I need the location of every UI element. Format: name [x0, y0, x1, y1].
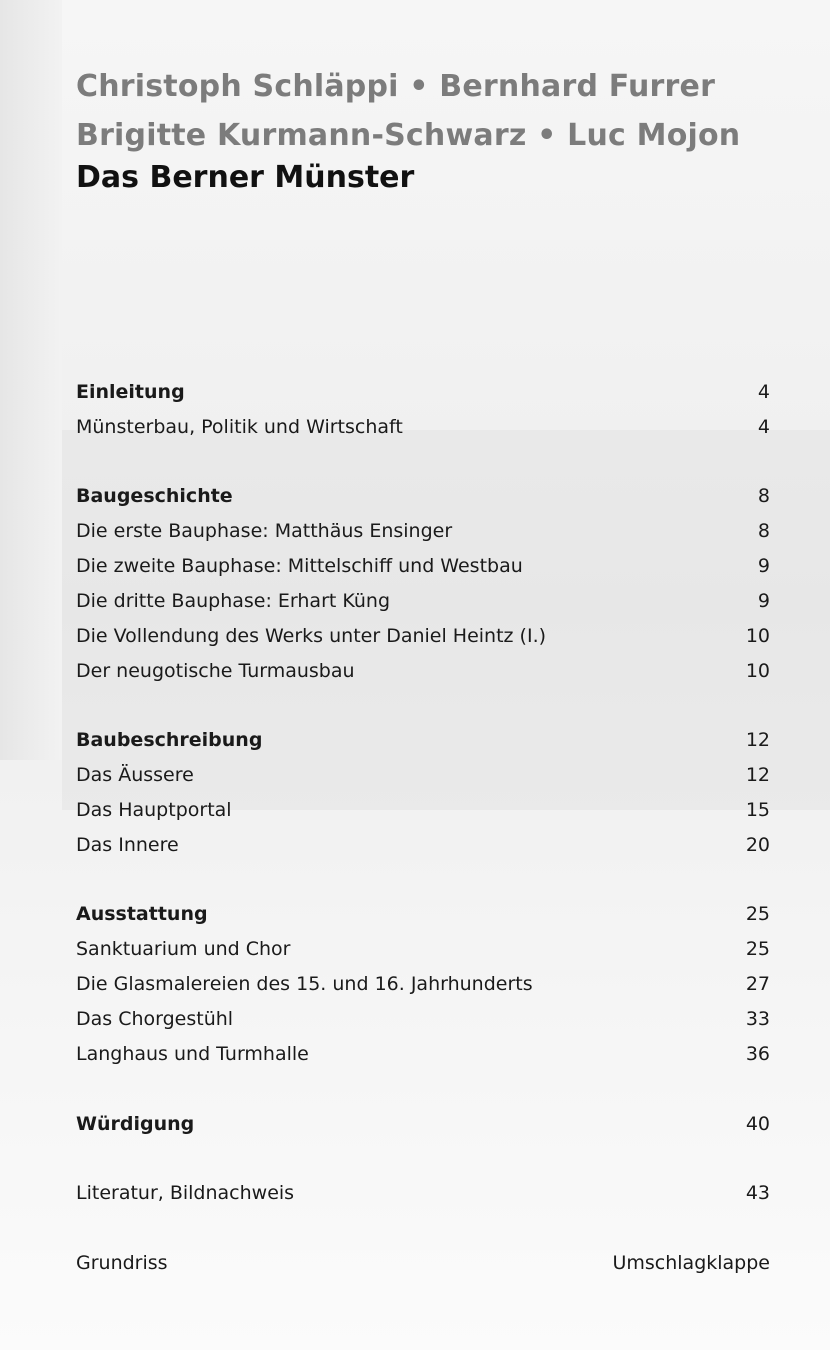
toc-label: Literatur, Bildnachweis [76, 1182, 295, 1204]
toc-page-number: 9 [757, 590, 770, 612]
toc-page-number: 43 [745, 1182, 770, 1204]
toc-entry-literatur[interactable] [76, 1182, 770, 1216]
toc-label: Das Chorgestühl [76, 1008, 234, 1030]
toc-entry-bauphase-1[interactable] [76, 520, 770, 554]
toc-page-number: 10 [745, 660, 770, 682]
toc-page-number: 15 [745, 799, 770, 821]
toc-page-number: 25 [745, 903, 770, 925]
toc-section-baugeschichte[interactable] [76, 485, 770, 519]
toc-label: Das Hauptportal [76, 799, 232, 821]
toc-label: Ausstattung [76, 903, 208, 925]
toc-label: Der neugotische Turmausbau [76, 660, 355, 682]
toc-section-baubeschreibung[interactable] [76, 729, 770, 763]
toc-page-number: 36 [745, 1043, 770, 1065]
toc-page-number: 10 [745, 625, 770, 647]
toc-page-number: 12 [745, 729, 770, 751]
toc-label: Einleitung [76, 381, 185, 403]
toc-page-number: 40 [745, 1113, 770, 1135]
toc-page-number: 20 [745, 834, 770, 856]
toc-page-number: 8 [757, 520, 770, 542]
author-list [76, 62, 796, 160]
toc-label: Langhaus und Turmhalle [76, 1043, 309, 1065]
toc-label: Baugeschichte [76, 485, 233, 507]
toc-entry-bauphase-3[interactable] [76, 590, 770, 624]
toc-section-wuerdigung[interactable] [76, 1113, 770, 1147]
toc-page-number: Umschlagklappe [612, 1252, 770, 1274]
toc-entry-grundriss[interactable] [76, 1252, 770, 1286]
toc-entry-langhaus[interactable] [76, 1043, 770, 1077]
authors-line-1: Christoph Schläppi • Bernhard Furrer [76, 69, 716, 104]
toc-page-number: 25 [745, 938, 770, 960]
toc-page-number: 33 [745, 1008, 770, 1030]
toc-page-number: 27 [745, 973, 770, 995]
toc-page-number: 4 [757, 416, 770, 438]
toc-label: Die zweite Bauphase: Mittelschiff und Westbau [76, 555, 523, 577]
toc-label: Münsterbau, Politik und Wirtschaft [76, 416, 403, 438]
toc-entry-hauptportal[interactable] [76, 799, 770, 833]
toc-label: Die Glasmalereien des 15. und 16. Jahrhunderts [76, 973, 533, 995]
toc-entry-aeussere[interactable] [76, 764, 770, 798]
toc-label: Grundriss [76, 1252, 168, 1274]
toc-section-ausstattung[interactable] [76, 903, 770, 937]
toc-entry-muensterbau[interactable] [76, 416, 770, 450]
toc-label: Baubeschreibung [76, 729, 263, 751]
book-title: Das Berner Münster [76, 160, 415, 195]
toc-label: Das Innere [76, 834, 179, 856]
toc-label: Die erste Bauphase: Matthäus Ensinger [76, 520, 453, 542]
toc-label: Das Äussere [76, 764, 194, 786]
toc-page-number: 9 [757, 555, 770, 577]
toc-entry-sanktuarium[interactable] [76, 938, 770, 972]
toc-page-number: 12 [745, 764, 770, 786]
toc-page-number: 4 [757, 381, 770, 403]
toc-label: Sanktuarium und Chor [76, 938, 291, 960]
toc-entry-glasmalereien[interactable] [76, 973, 770, 1007]
toc-section-einleitung[interactable] [76, 381, 770, 415]
facing-page-edge [0, 0, 62, 760]
authors-line-2: Brigitte Kurmann-Schwarz • Luc Mojon [76, 118, 741, 153]
toc-entry-vollendung[interactable] [76, 625, 770, 659]
toc-label: Die Vollendung des Werks unter Daniel Heintz (I.) [76, 625, 547, 647]
toc-entry-turmausbau[interactable] [76, 660, 770, 694]
toc-entry-chorgestuehl[interactable] [76, 1008, 770, 1042]
toc-entry-bauphase-2[interactable] [76, 555, 770, 589]
toc-entry-innere[interactable] [76, 834, 770, 868]
toc-label: Würdigung [76, 1113, 195, 1135]
toc-label: Die dritte Bauphase: Erhart Küng [76, 590, 391, 612]
toc-page-number: 8 [757, 485, 770, 507]
